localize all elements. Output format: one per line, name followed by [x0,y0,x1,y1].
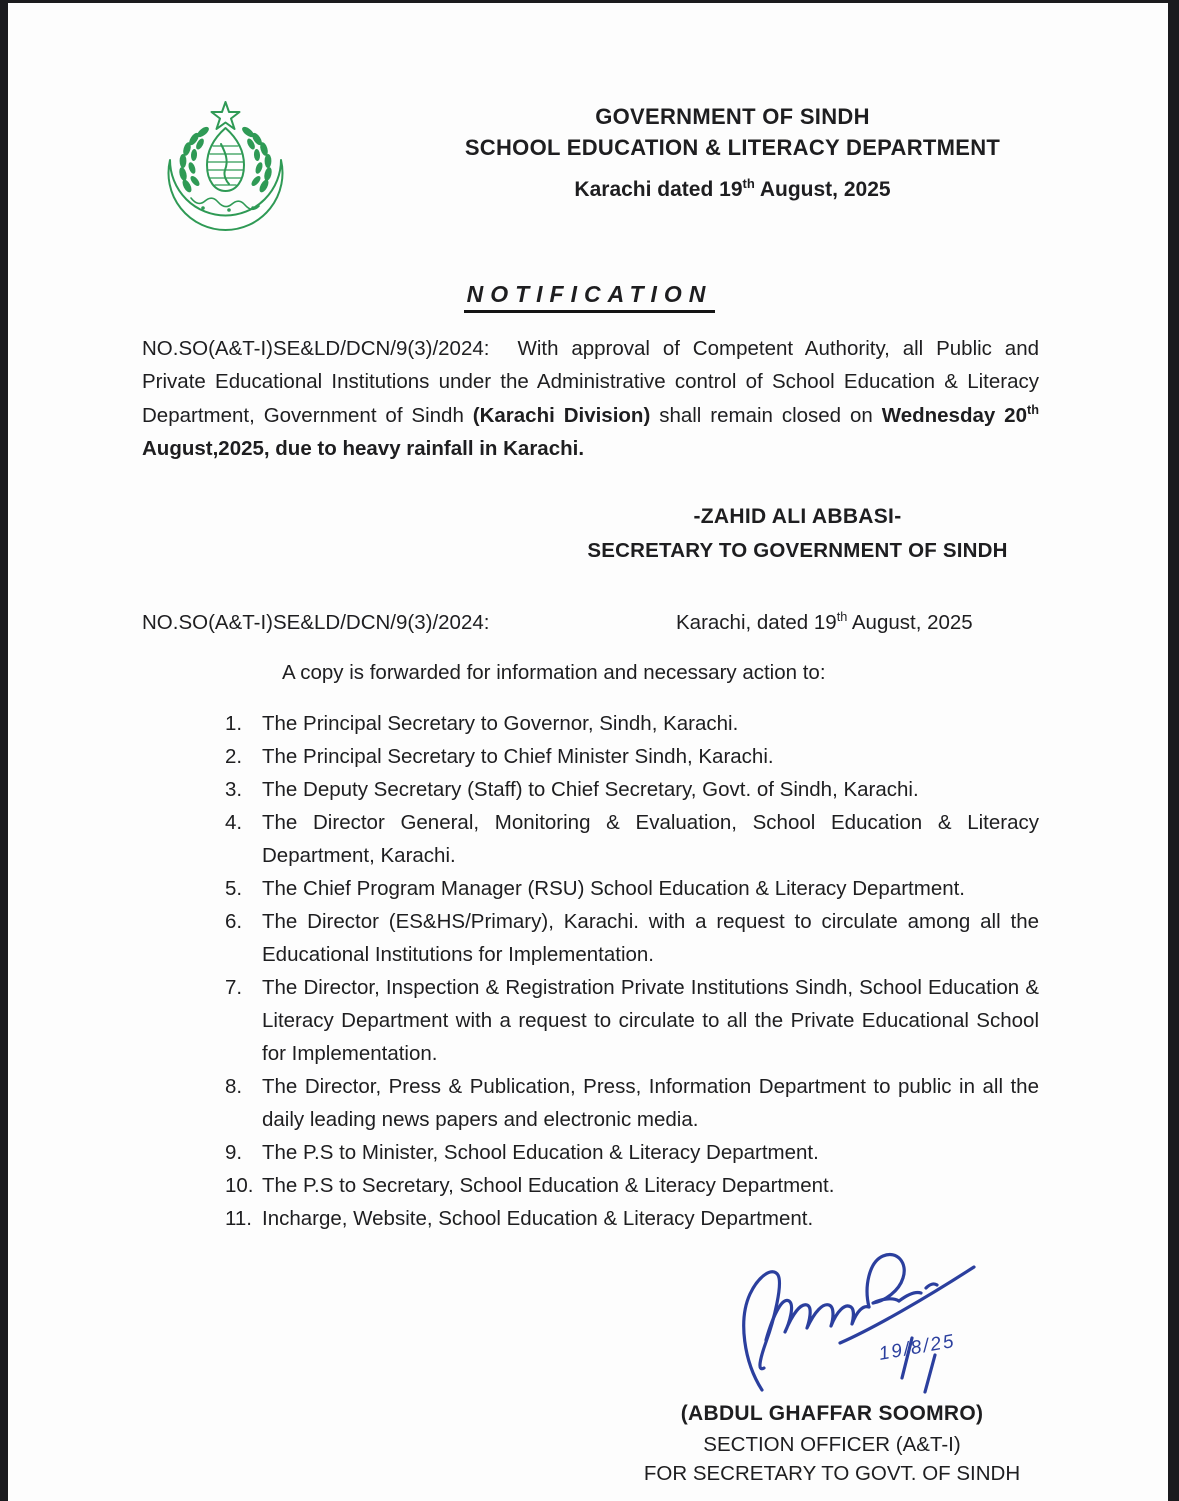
body-segment-2: shall remain closed on [650,403,882,427]
list-item [225,905,1039,971]
item-number: 9. [225,1141,243,1164]
item-number: 8. [225,1075,243,1098]
issue-date-ordinal: th [742,176,755,191]
forwarding-date-pre: Karachi, dated 19 [676,611,837,634]
item-number: 3. [225,778,243,801]
item-number: 6. [225,910,243,933]
item-text: The Director, Inspection & Registration Private Institutions Sindh, School Education & Literacy Department with a request to circulate to all the Private Educational School for Implementation. [262,976,1039,1065]
item-text: The Principal Secretary to Chief Minister Sindh, Karachi. [262,745,774,768]
org-name-line2: SCHOOL EDUCATION & LITERACY DEPARTMENT [464,135,1001,160]
forwarding-reference-number: NO.SO(A&T-I)SE&LD/DCN/9(3)/2024: [142,611,490,634]
scan-border-top [0,0,1179,3]
list-item [225,707,1039,740]
list-item [225,773,1039,806]
item-number: 10. [225,1174,254,1197]
list-item [225,1202,1039,1235]
body-segment-1: With approval of Competent Authority, all Public and Private Educational Institutions under the Administrative control of School Education & Literacy Department, Government of Sindh [142,337,1039,427]
closure-date-bold-post: August,2025, due to heavy rainfall in Karachi. [142,437,585,461]
item-number: 4. [225,811,243,834]
notification-body [142,332,1039,466]
footer-officer-title: SECTION OFFICER (A&T-I) [703,1433,961,1456]
reference-number: NO.SO(A&T-I)SE&LD/DCN/9(3)/2024: [142,337,490,360]
list-item [225,1136,1039,1169]
list-item [225,740,1039,773]
footer-signatory-block [485,1402,1179,1486]
forwarding-place-date [676,611,973,635]
handwritten-signature-icon [722,1240,992,1405]
item-text: Incharge, Website, School Education & Literacy Department. [262,1207,814,1230]
footer-officer-name: (ABDUL GHAFFAR SOOMRO) [680,1402,984,1425]
item-text: The Principal Secretary to Governor, Sindh, Karachi. [262,712,739,735]
item-text: The Director (ES&HS/Primary), Karachi. with a request to circulate among all the Educational Institutions for Implementation. [262,910,1039,966]
item-number: 7. [225,976,243,999]
letterhead [285,104,1179,202]
list-item [225,872,1039,905]
distribution-list [225,707,1039,1235]
item-text: The Director, Press & Publication, Press, Information Department to public in all the daily leading news papers and electronic media. [262,1075,1039,1131]
item-text: The Deputy Secretary (Staff) to Chief Secretary, Govt. of Sindh, Karachi. [262,778,919,801]
list-item [225,1169,1039,1202]
item-number: 5. [225,877,243,900]
document-title: NOTIFICATION [464,281,716,313]
list-item [225,1070,1039,1136]
scan-border-right [1168,0,1179,1501]
copy-forwarded-line: A copy is forwarded for information and necessary action to: [282,661,826,684]
footer-for-secretary: FOR SECRETARY TO GOVT. OF SINDH [643,1462,1021,1485]
list-item [225,971,1039,1070]
item-text: The P.S to Minister, School Education & Literacy Department. [262,1141,819,1164]
closure-date-ordinal: th [1026,401,1039,417]
karachi-division-bold: (Karachi Division) [472,403,651,427]
item-number: 1. [225,712,243,735]
closure-date-bold-pre: Wednesday 20 [881,403,1027,427]
wreath-left [178,125,211,194]
issue-date-line [285,178,1179,202]
item-number: 11. [225,1207,252,1230]
forwarding-date-post: August, 2025 [847,611,973,634]
scan-border-left [0,0,8,1501]
signatory-name: -ZAHID ALI ABBASI- [693,505,902,528]
org-name-line1: GOVERNMENT OF SINDH [595,104,870,129]
item-number: 2. [225,745,243,768]
forwarding-date-ordinal: th [836,609,848,625]
issue-date-post: August, 2025 [754,178,891,201]
government-of-sindh-emblem-icon [163,98,288,248]
item-text: The Director General, Monitoring & Evaluation, School Education & Literacy Department, Karachi. [262,811,1039,867]
list-item [225,806,1039,872]
item-text: The Chief Program Manager (RSU) School Education & Literacy Department. [262,877,966,900]
issue-date-pre: Karachi dated 19 [574,178,743,201]
signatory-title: SECRETARY TO GOVERNMENT OF SINDH [587,539,1008,562]
item-text: The P.S to Secretary, School Education & Literacy Department. [262,1174,835,1197]
document-title-row [0,281,1179,313]
wreath-right [240,125,273,194]
signatory-block [400,505,1179,563]
signature-date: 19/8/25 [877,1330,958,1365]
